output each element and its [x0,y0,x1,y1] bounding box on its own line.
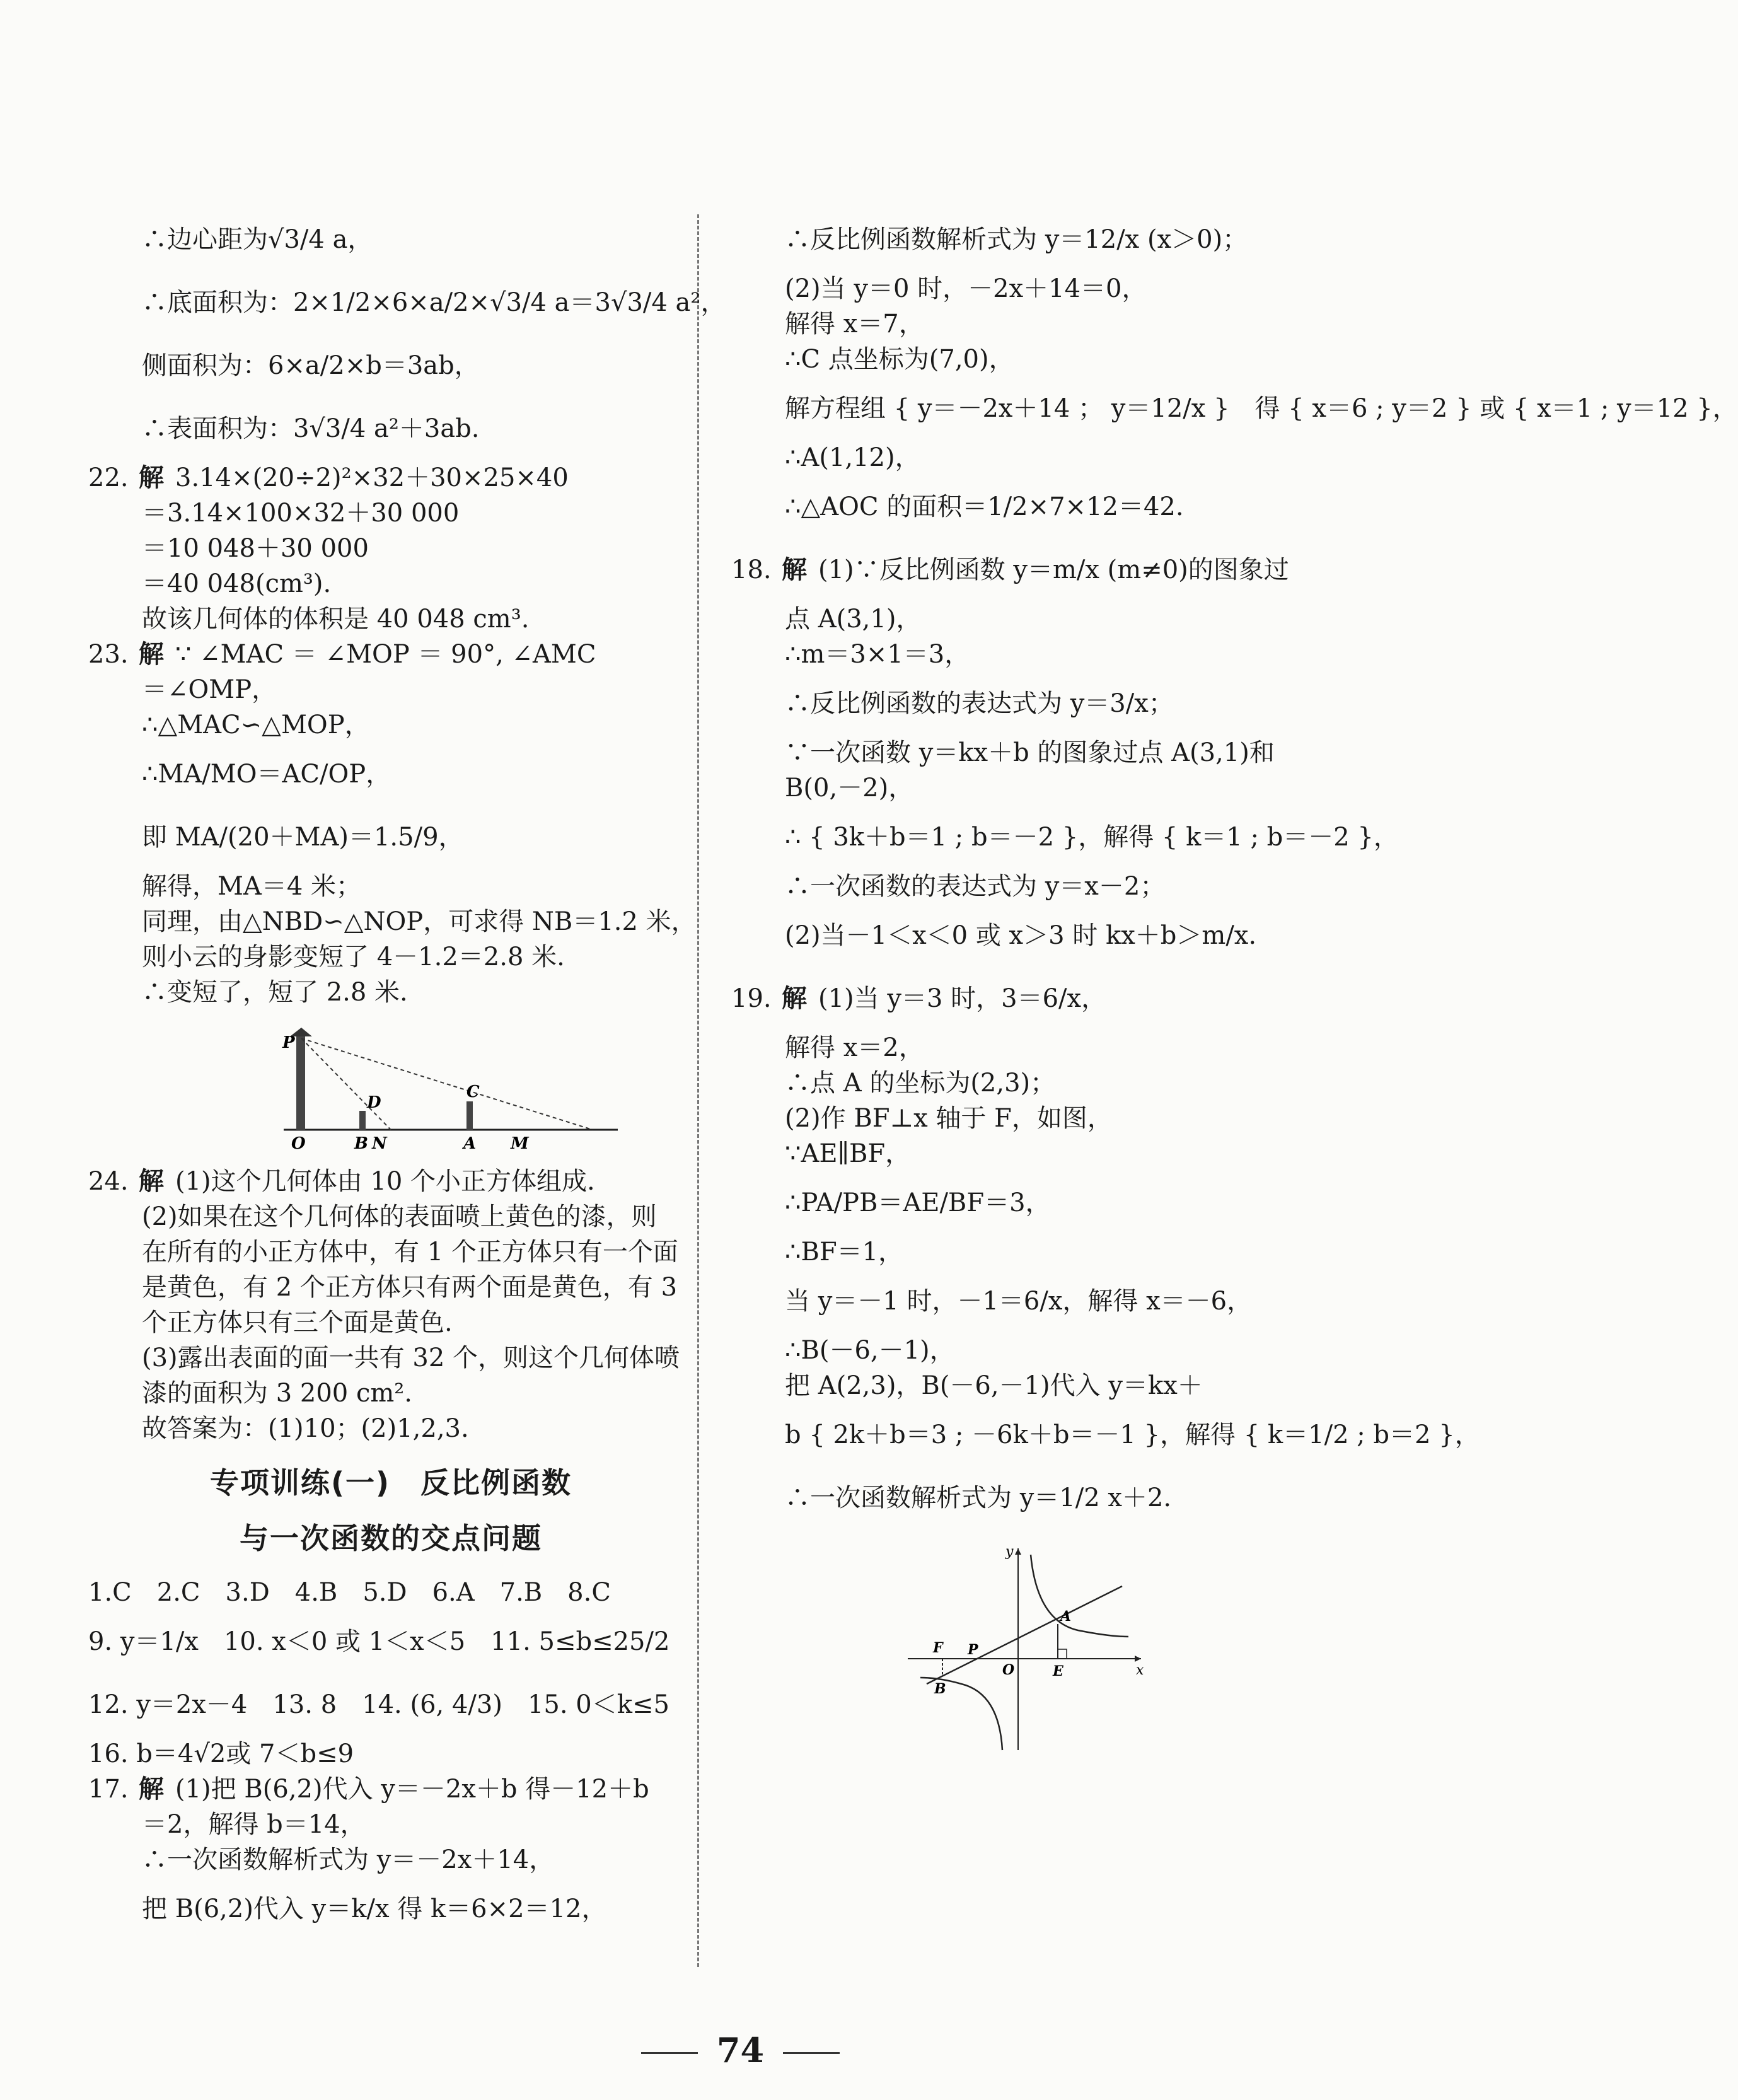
line-text: 故答案为：(1)10；(2)1,2,3. [142,1414,469,1443]
label-y: y [1005,1544,1014,1560]
line-text: (3)露出表面的面一共有 32 个，则这个几何体喷 [142,1343,680,1372]
label-x: x [1136,1662,1144,1678]
line-text: ∴反比例函数解析式为 y＝12/x (x＞0)； [785,225,1248,254]
line-text: 点 A(3,1)， [785,605,922,634]
text-line [88,601,693,637]
line-text: ∴反比例函数的表达式为 y＝3/x； [785,689,1174,718]
text-line [88,806,693,869]
column-divider [697,214,699,1967]
line-text: (2)当 y＝0 时，－2x＋14＝0， [785,274,1147,303]
line-text: b { 2k＋b＝3 ; －6k＋b＝－1 }，解得 { k＝1/2 ; b＝2 }， [785,1420,1480,1449]
text-line [88,496,693,531]
text-line [731,1403,1480,1466]
text-line [88,1340,693,1376]
text-line [88,1199,693,1234]
label-E: E [1053,1663,1063,1679]
text-line [731,342,1362,377]
label-O: O [1002,1662,1015,1678]
line-text: 解方程组 { y＝－2x＋14 ； y＝12/x } 得 { x＝6 ; y＝2 } 或 { x＝1 ; y＝12 }， [785,394,1738,423]
text-line [88,1270,693,1305]
text-line [88,975,693,1010]
text-line [88,531,693,566]
line-text: ∴△MAC∽△MOP， [142,711,370,740]
text-line [88,1575,693,1610]
label-A: A [463,1134,477,1153]
text-line [731,967,1362,1030]
text-line [731,538,1362,601]
line-text: ∴MA/MO＝AC/OP， [142,760,391,789]
text-line [731,1368,1362,1403]
text-line [731,904,1362,967]
line-text: 是黄色，有 2 个正方体只有两个面是黄色，有 3 [142,1273,678,1302]
text-line [731,208,1362,271]
line-text: 侧面积为：6×a/2×b＝3ab， [142,351,480,380]
line-text: ∴一次函数解析式为 y＝－2x＋14， [142,1845,555,1874]
solution-label: 解 [139,1167,164,1196]
label-M: M [511,1134,529,1153]
solution-label: 解 [139,1775,164,1804]
line-text: ∴表面积为：3√3/4 a²＋3ab. [142,414,480,443]
line-text: ∴A(1,12)， [785,443,920,472]
line-text: ∴一次函数的表达式为 y＝x－2； [785,872,1166,901]
text-line [88,460,693,496]
text-line [88,1411,693,1446]
text-line [88,566,693,601]
text-line [88,637,693,672]
text-line [731,637,1362,672]
question-number: 17. [88,1775,129,1804]
line-text: ＝10 048＋30 000 [142,534,369,563]
label-N: N [372,1134,387,1153]
function-graph [901,1542,1154,1756]
line-text: ∴边心距为√3/4 a， [142,225,373,254]
text-line [88,1807,693,1842]
text-line [88,208,693,271]
line-text: 解得，MA＝4 米； [142,872,362,901]
line-text: ∴△AOC 的面积＝1/2×7×12＝42. [785,492,1184,521]
text-line [731,1136,1362,1171]
text-line [88,1164,693,1199]
text-line [88,743,693,806]
line-text: ∵AE∥BF， [785,1139,911,1168]
text-line [731,601,1362,637]
text-line [88,939,693,975]
line-text: 漆的面积为 3 200 cm². [142,1379,413,1408]
text-line [731,672,1362,735]
left-block-2 [88,1164,693,1446]
line-text: 当 y＝－1 时，－1＝6/x，解得 x＝－6， [785,1287,1253,1316]
text-line [88,904,697,939]
text-line [731,271,1362,306]
text-line [88,1376,693,1411]
streetlight-diagram [277,1023,630,1153]
line-text: (1)这个几何体由 10 个小正方体组成. [175,1167,595,1196]
text-line [731,1171,1362,1234]
line-text: 9. y＝1/x 10. x＜0 或 1＜x＜5 11. 5≤b≤25/2 [88,1627,670,1656]
text-line [731,869,1362,904]
line-text: ∴m＝3×1＝3， [785,640,970,669]
question-number: 22. [88,463,129,492]
text-line [731,1101,1362,1136]
line-text: ∴一次函数解析式为 y＝1/2 x＋2. [785,1483,1172,1512]
line-text: 即 MA/(20＋MA)＝1.5/9， [142,823,464,852]
line-text: (1)∵反比例函数 y＝m/x (m≠0)的图象过 [818,555,1289,584]
line-text: 解得 x＝7， [785,310,924,339]
text-line [88,869,693,904]
label-D: D [367,1093,381,1112]
text-line [731,735,1362,770]
question-number: 24. [88,1167,129,1196]
text-line [731,1333,1362,1368]
label-O: O [291,1134,306,1153]
line-text: ∴C 点坐标为(7,0)， [785,345,1014,374]
line-text: ∴变短了，短了 2.8 米. [142,978,408,1007]
question-number: 19. [731,984,772,1013]
solution-label: 解 [139,463,164,492]
text-line [88,1842,693,1877]
line-text: (2)作 BF⊥x 轴于 F，如图， [785,1104,1113,1133]
line-text: 1.C 2.C 3.D 4.B 5.D 6.A 7.B 8.C [88,1578,611,1607]
line-text: ∴PA/PB＝AE/BF＝3， [785,1188,1051,1217]
line-text: (2)当－1＜x＜0 或 x＞3 时 kx＋b＞m/x. [785,921,1257,950]
text-line [88,672,693,707]
line-text: 3.14×(20÷2)²×32＋30×25×40 [175,463,569,492]
line-text: 把 A(2,3)，B(－6,－1)代入 y＝kx＋ [785,1371,1203,1400]
text-line [731,306,1362,342]
line-text: 12. y＝2x－4 13. 8 14. (6, 4/3) 15. 0＜k≤5 [88,1690,669,1719]
text-line [88,1234,693,1270]
line-text: 解得 x＝2， [785,1033,924,1062]
line-text: 同理，由△NBD∽△NOP，可求得 NB＝1.2 米， [142,907,697,936]
text-line [88,1877,693,1940]
left-column [88,208,726,1940]
label-B: B [934,1681,946,1697]
line-text: 个正方体只有三个面是黄色. [142,1308,453,1337]
text-line [88,334,693,397]
line-text: ∴BF＝1， [785,1238,904,1267]
line-text: 则小云的身影变短了 4－1.2＝2.8 米. [142,943,565,972]
question-number: 18. [731,555,772,584]
line-text: ∵一次函数 y＝kx＋b 的图象过点 A(3,1)和 [785,738,1275,767]
line-text: ＝∠OMP， [142,675,277,704]
page-number: 74 [0,2030,1481,2070]
right-block-1 [731,208,1738,1529]
line-text: ＝2，解得 b＝14， [142,1810,366,1839]
solution-label: 解 [782,555,807,584]
text-line [731,1030,1362,1065]
text-line [731,1466,1362,1529]
label-A: A [1060,1608,1072,1625]
line-text: 把 B(6,2)代入 y＝k/x 得 k＝6×2＝12， [142,1894,607,1923]
left-block-3 [88,1575,693,1940]
line-text: ∴点 A 的坐标为(2,3)； [785,1069,1056,1098]
line-text: (2)如果在这个几何体的表面喷上黄色的漆，则 [142,1202,657,1231]
text-line [731,806,1399,869]
text-line [731,770,1362,806]
line-text: ∴B(－6,－1)， [785,1336,955,1365]
text-line [88,1673,693,1736]
line-text: B(0,－2)， [785,774,914,803]
text-line [731,1270,1362,1333]
line-text: ＝3.14×100×32＋30 000 [142,499,460,528]
shadow-figure [88,1023,693,1151]
text-line [88,271,726,334]
text-line [731,377,1738,440]
line-text: ∵ ∠MAC ＝ ∠MOP ＝ 90°, ∠AMC [175,640,596,669]
label-F: F [933,1640,943,1656]
line-text: ∴ { 3k＋b＝1 ; b＝－2 }，解得 { k＝1 ; b＝－2 }， [785,823,1399,852]
section-heading-1: 专项训练(一) 反比例函数 [209,1466,572,1500]
question-number: 23. [88,640,129,669]
graph-figure [731,1542,1362,1759]
text-line [731,475,1362,538]
line-text: ＝40 048(cm³). [142,569,332,598]
text-line [88,707,693,743]
text-line [731,440,1362,475]
label-P: P [968,1642,978,1658]
label-P: P [282,1033,295,1052]
text-line [88,1736,693,1772]
section-heading-2: 与一次函数的交点问题 [240,1521,542,1555]
text-line [731,1065,1362,1101]
text-line [88,1610,693,1673]
right-column [731,208,1738,1772]
line-text: 在所有的小正方体中，有 1 个正方体只有一个面 [142,1238,678,1267]
line-text: 故该几何体的体积是 40 048 cm³. [142,605,530,634]
text-line [88,1305,693,1340]
label-C: C [466,1082,480,1101]
line-text: ∴底面积为：2×1/2×6×a/2×√3/4 a＝3√3/4 a²， [142,288,726,317]
line-text: (1)当 y＝3 时，3＝6/x， [818,984,1107,1013]
line-text: 16. b＝4√2或 7＜b≤9 [88,1739,354,1768]
text-line [731,1234,1362,1270]
text-line [88,397,693,460]
line-text: (1)把 B(6,2)代入 y＝－2x＋b 得－12＋b [175,1775,649,1804]
solution-label: 解 [782,984,807,1013]
left-block-1 [88,208,726,1010]
label-B: B [354,1134,368,1153]
text-line [88,1772,693,1807]
solution-label: 解 [139,640,164,669]
